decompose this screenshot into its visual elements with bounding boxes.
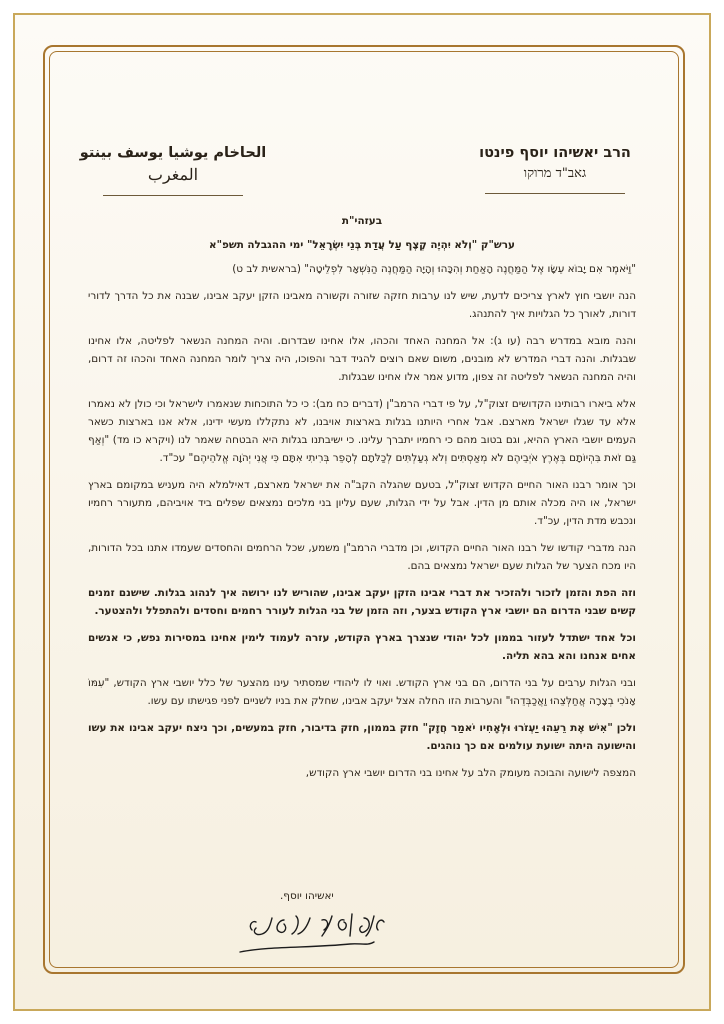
paragraph: אלא ביארו רבותינו הקדושים זצוק"ל, על פי דברי הרמב"ן (דברים כח מב): כי כל התוכחות שנאמרו לישראל וכי כולן לא נאמרו אלא עד שגלו ישראל מארצם. אבל אחרי היותנו בגלות בארצות אויבנו, לא נתקללו מעשי ידינו, אלא אנו בארצות כשאר העמים יושבי הארץ ההיא, וגם בטוב מהם כי רחמיו יתברך עלינו. כי ישיבתנו בגלות היא הבטחה שאמר לנו (ויקרא כו מד) "וְאַף גַּם זֹאת בִּהְיוֹתָם בְּאֶרֶץ אֹיְבֵיהֶם לֹא מְאַסְתִּים וְלֹא גְעַלְתִּים לְכַלֹּתָם לְהָפֵר בְּרִיתִי אִתָּם כִּי אֲנִי יְהֹוָה אֱלֹהֵיהֶם" עכ"ד. [88,398,636,464]
rabbi-title-hebrew: גאב"ד מרוקו [523,166,587,181]
rabbi-name-arabic: الحاخام يوشيا يوسف بينتو [79,145,267,161]
opening-line: בעזהי"ת [341,215,383,227]
closing-line: המצפה לישועה והבוכה מעומק הלב על אחינו בני הדרום יושבי ארץ הקודש, [305,767,636,779]
bold-closing-paragraph: ולכן "אִישׁ אֶת רֵעֵהוּ יַעְזֹרוּ וּלְאָחִיו יֹאמַר חֲזָק" חזק בממון, חזק בדיבור, חזק במעשים, וכך ניצח יעקב אבינו את עשו והישועה היתה ישועת עולמים אם כך נוהגים. [88,722,636,752]
rabbi-name-hebrew: הרב יאשיהו יוסף פינטו [479,145,631,161]
rabbi-title-arabic: المغرب [147,165,199,184]
letter-body [88,212,636,791]
bold-paragraph: וכל אחד ישתדל לעזור בממון לכל יהודי שנצרך בארץ הקודש, עזרה לעמוד לימין אחינו במסירות נפש, כי אנשים אחים אנחנו והא בהא תליה. [88,632,636,662]
letterhead-rule-right [485,193,625,194]
paragraph: ובני הגלות ערבים על בני הדרום, הם בני ארץ הקודש. ואוי לו ליהודי שמסתיר עינו מהצער של כלל יושבי ארץ הקודש, "עִמּוֹ אָנֹכִי בְצָרָה אֲחַלְּצֵהוּ וַאֲכַבְּדֵהוּ" והערבות הזו החלה אצל יעקב אבינו, שחלק את בניו לשניים לפני פגישתו עם עשו. [88,677,636,707]
letterhead-arabic [78,143,268,196]
paragraph: והנה מובא במדרש רבה (עו ג): אל המחנה האחד והכהו, אלו אחינו שבדרום. והיה המחנה הנשאר לפליטה, אלו אחינו שבגלות. והנה דברי המדרש לא מובנים, משום שאם רוצים להגיד דבר והפוכו, היה צריך לומר המחנה האחד והכהו זה דרום, והיה המחנה הנשאר לפליטה זה צפון, מדוע אמר אלו אחינו שבגלות. [88,335,636,383]
handwritten-signature [236,908,388,964]
letterhead-hebrew [460,143,650,194]
verse-quote: "וַיֹּאמֶר אִם יָבוֹא עֵשָׂו אֶל הַמַּחֲנֶה הָאַחַת וְהִכָּהוּ וְהָיָה הַמַּחֲנֶה הַנִּשְׁאָר לִפְלֵיטָה" (בראשית לב ט) [232,263,636,275]
letter-title: ערש"ק "וְלֹא יִהְיֶה קֶצֶף עַל עֲדַת בְּנֵי יִשְׂרָאֵל" ימי ההגבלה תשפ"א [209,239,515,251]
signoff-name: יאשיהו יוסף. [280,890,334,902]
bold-paragraph: וזה הפת והזמן לזכור ולהזכיר את דברי אבינו הזקן יעקב אבינו, שהוריש לנו ירושה איך לנהוג בגלות. שישנם זמנים קשים שבני הדרום הם יושבי ארץ הקודש בצער, וזה הזמן של בני הגלות לעורר רחמים וחסדים ולהתפלל ולהצטער. [88,587,636,617]
paragraph: וכך אומר רבנו האור החיים הקדוש זצוק"ל, בטעם שהגלה הקב"ה את ישראל מארצם, דאילמלא היה מעניש במקומם בארץ ישראל, או היה מכלה אותם מן הדין. אבל על ידי הגלות, שעם עליון בני מלכים נמצאים שפלים ביד אויביהם, מתעורר רחמיו ונכבש מדת הדין, עכ"ד. [88,479,636,527]
letterhead-rule-left [103,195,243,196]
paragraph: הנה יושבי חוץ לארץ צריכים לדעת, שיש לנו ערבות חזקה שזורה וקשורה מאבינו הזקן יעקב אבינו, שבנה את כל הדרך לדורי דורות, לאורך כל הגלויות איך להתנהג. [88,290,636,320]
paragraph: הנה מדברי קודשו של רבנו האור החיים הקדוש, וכן מדברי הרמב"ן משמע, שכל הרחמים והחסדים שעמדו אתנו בכל הדורות, היו מכח הצער של הגלות שעם ישראל נמצאים בהם. [88,542,636,572]
